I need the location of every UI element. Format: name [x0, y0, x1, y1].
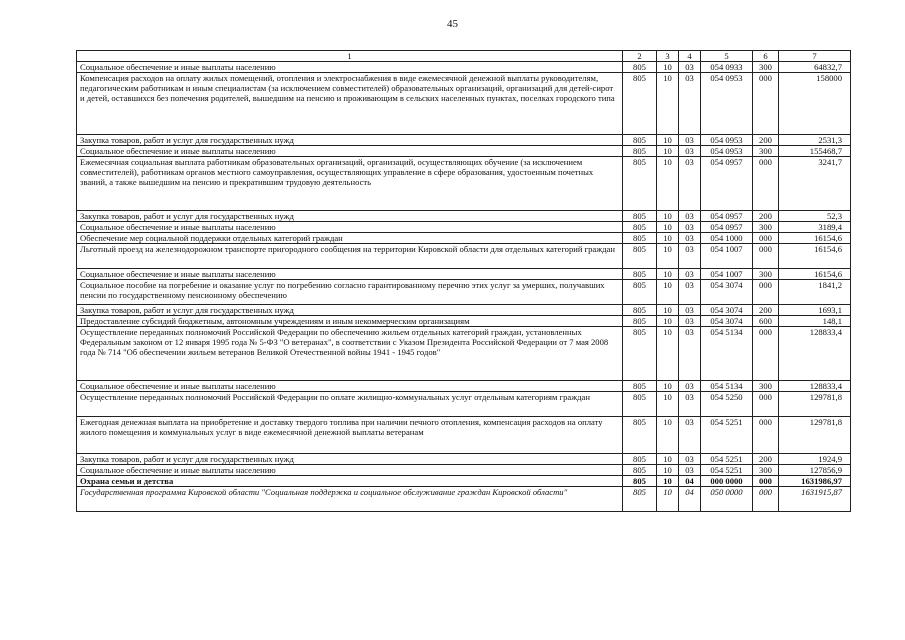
target-article-code: 050 0000: [701, 487, 753, 512]
table-row: [77, 417, 851, 454]
amount: 16154,6: [779, 244, 851, 269]
target-article-code: 054 0933: [701, 62, 753, 73]
amount: 2531,3: [779, 135, 851, 146]
expense-type-code: 000: [753, 244, 779, 269]
target-article-code: 054 5251: [701, 465, 753, 476]
subsection-code: 03: [679, 73, 701, 135]
expense-type-code: 000: [753, 327, 779, 381]
column-header: 4: [679, 51, 701, 62]
ministry-code: 805: [623, 157, 657, 211]
row-description: Охрана семьи и детства: [77, 476, 623, 487]
expense-type-code: 000: [753, 280, 779, 305]
ministry-code: 805: [623, 62, 657, 73]
subsection-code: 03: [679, 305, 701, 316]
target-article-code: 054 3074: [701, 316, 753, 327]
ministry-code: 805: [623, 417, 657, 454]
section-code: 10: [657, 135, 679, 146]
row-description: Закупка товаров, работ и услуг для государственных нужд: [77, 454, 623, 465]
target-article-code: 054 5251: [701, 454, 753, 465]
table-row: [77, 157, 851, 211]
subsection-code: 03: [679, 62, 701, 73]
subsection-code: 03: [679, 327, 701, 381]
row-description: Социальное пособие на погребение и оказание услуг по погребению согласно гарантированному перечню этих услуг за умерших, получавших пенсии по государственному пенсионному обеспечению: [77, 280, 623, 305]
amount: 127856,9: [779, 465, 851, 476]
subsection-code: 03: [679, 454, 701, 465]
table-row: [77, 211, 851, 222]
amount: 1693,1: [779, 305, 851, 316]
amount: 3189,4: [779, 222, 851, 233]
table-row: [77, 146, 851, 157]
expense-type-code: 000: [753, 487, 779, 512]
row-description: Закупка товаров, работ и услуг для государственных нужд: [77, 211, 623, 222]
row-description: Компенсация расходов на оплату жилых помещений, отопления и электроснабжения в виде ежемесячной денежной выплаты руководителям, педагогическим работникам и иным специалистам (за исключением совместителей) образовательных организаций, организаций для детей-сирот и детей, оставшихся без попечения родителей, вышедшим на пенсию и проживающим в сельских населенных пунктах, поселках городского типа: [77, 73, 623, 135]
subsection-code: 03: [679, 233, 701, 244]
ministry-code: 805: [623, 244, 657, 269]
table-row: [77, 280, 851, 305]
section-code: 10: [657, 62, 679, 73]
ministry-code: 805: [623, 454, 657, 465]
column-header: 6: [753, 51, 779, 62]
amount: 16154,6: [779, 269, 851, 280]
section-code: 10: [657, 476, 679, 487]
subsection-code: 03: [679, 222, 701, 233]
row-description: Ежегодная денежная выплата на приобретение и доставку твердого топлива при наличии печного отопления, компенсация расходов на оплату жилого помещения и коммунальных услуг в виде ежемесячной денежной выплаты ветеранам: [77, 417, 623, 454]
amount: 148,1: [779, 316, 851, 327]
subsection-code: 03: [679, 244, 701, 269]
table-row: [77, 222, 851, 233]
section-code: 10: [657, 146, 679, 157]
target-article-code: 054 0953: [701, 73, 753, 135]
row-description: Социальное обеспечение и иные выплаты населению: [77, 465, 623, 476]
ministry-code: 805: [623, 465, 657, 476]
section-code: 10: [657, 454, 679, 465]
ministry-code: 805: [623, 280, 657, 305]
subsection-code: 03: [679, 465, 701, 476]
ministry-code: 805: [623, 269, 657, 280]
ministry-code: 805: [623, 392, 657, 417]
ministry-code: 805: [623, 316, 657, 327]
amount: 129781,8: [779, 392, 851, 417]
row-description: Закупка товаров, работ и услуг для государственных нужд: [77, 135, 623, 146]
target-article-code: 054 5251: [701, 417, 753, 454]
target-article-code: 054 0953: [701, 146, 753, 157]
amount: 16154,6: [779, 233, 851, 244]
ministry-code: 805: [623, 222, 657, 233]
row-description: Социальное обеспечение и иные выплаты населению: [77, 146, 623, 157]
row-description: Ежемесячная социальная выплата работникам образовательных организаций, организаций, осуществляющих обучение (за исключением совместителей), работникам органов местного самоуправления, осуществляющих управление в сфере образования, удостоенным почетных званий, а также вышедшим на пенсию и прекратившим трудовую деятельность: [77, 157, 623, 211]
ministry-code: 805: [623, 146, 657, 157]
row-description: Социальное обеспечение и иные выплаты населению: [77, 269, 623, 280]
table-row: [77, 487, 851, 512]
table-row: [77, 62, 851, 73]
expense-type-code: 200: [753, 454, 779, 465]
expense-type-code: 600: [753, 316, 779, 327]
section-code: 10: [657, 381, 679, 392]
row-description: Социальное обеспечение и иные выплаты населению: [77, 222, 623, 233]
section-code: 10: [657, 305, 679, 316]
expense-type-code: 200: [753, 305, 779, 316]
ministry-code: 805: [623, 476, 657, 487]
expense-type-code: 300: [753, 465, 779, 476]
expense-type-code: 000: [753, 476, 779, 487]
section-code: 10: [657, 280, 679, 305]
target-article-code: 054 0957: [701, 222, 753, 233]
section-code: 10: [657, 316, 679, 327]
section-code: 10: [657, 157, 679, 211]
target-article-code: 054 1000: [701, 233, 753, 244]
ministry-code: 805: [623, 211, 657, 222]
row-description: Государственная программа Кировской области "Социальная поддержка и социальное обслуживание граждан Кировской области": [77, 487, 623, 512]
table-row: [77, 244, 851, 269]
amount: 3241,7: [779, 157, 851, 211]
subsection-code: 03: [679, 316, 701, 327]
expense-type-code: 300: [753, 381, 779, 392]
section-code: 10: [657, 487, 679, 512]
table-header-row: [77, 51, 851, 62]
amount: 64832,7: [779, 62, 851, 73]
target-article-code: 000 0000: [701, 476, 753, 487]
section-code: 10: [657, 392, 679, 417]
subsection-code: 03: [679, 211, 701, 222]
row-description: Предоставление субсидий бюджетным, автономным учреждениям и иным некоммерческим организациям: [77, 316, 623, 327]
page-number: 45: [447, 18, 458, 30]
ministry-code: 805: [623, 487, 657, 512]
target-article-code: 054 5134: [701, 381, 753, 392]
table-row: [77, 465, 851, 476]
subsection-code: 03: [679, 269, 701, 280]
ministry-code: 805: [623, 305, 657, 316]
ministry-code: 805: [623, 327, 657, 381]
target-article-code: 054 5250: [701, 392, 753, 417]
table-row: [77, 454, 851, 465]
amount: 155468,7: [779, 146, 851, 157]
table-row: [77, 327, 851, 381]
expense-type-code: 000: [753, 417, 779, 454]
subsection-code: 04: [679, 476, 701, 487]
target-article-code: 054 0957: [701, 211, 753, 222]
expense-type-code: 000: [753, 157, 779, 211]
column-header: 7: [779, 51, 851, 62]
subsection-code: 03: [679, 417, 701, 454]
amount: 158000: [779, 73, 851, 135]
column-header: 2: [623, 51, 657, 62]
ministry-code: 805: [623, 73, 657, 135]
row-description: Обеспечение мер социальной поддержки отдельных категорий граждан: [77, 233, 623, 244]
column-header: 3: [657, 51, 679, 62]
ministry-code: 805: [623, 135, 657, 146]
row-description: Осуществление переданных полномочий Российской Федерации по обеспечению жильем отдельных категорий граждан, установленных Федеральным законом от 12 января 1995 года № 5-ФЗ "О ветеранах", в соответствии с Указом Президента Российской Федерации от 7 мая 2008 года № 714 "Об обеспечении жильем ветеранов Великой Отечественной войны 1941 - 1945 годов": [77, 327, 623, 381]
target-article-code: 054 0953: [701, 135, 753, 146]
ministry-code: 805: [623, 233, 657, 244]
table-row: [77, 392, 851, 417]
subsection-code: 03: [679, 280, 701, 305]
table-row: [77, 476, 851, 487]
amount: 128833,4: [779, 327, 851, 381]
table-body: [77, 62, 851, 512]
expense-type-code: 300: [753, 222, 779, 233]
table-row: [77, 316, 851, 327]
table-row: [77, 73, 851, 135]
expense-type-code: 000: [753, 392, 779, 417]
target-article-code: 054 0957: [701, 157, 753, 211]
expense-type-code: 300: [753, 62, 779, 73]
row-description: Социальное обеспечение и иные выплаты населению: [77, 381, 623, 392]
table-row: [77, 135, 851, 146]
row-description: Закупка товаров, работ и услуг для государственных нужд: [77, 305, 623, 316]
table-row: [77, 381, 851, 392]
section-code: 10: [657, 211, 679, 222]
target-article-code: 054 3074: [701, 280, 753, 305]
amount: 1631915,87: [779, 487, 851, 512]
subsection-code: 03: [679, 381, 701, 392]
section-code: 10: [657, 73, 679, 135]
expense-type-code: 200: [753, 211, 779, 222]
target-article-code: 054 5134: [701, 327, 753, 381]
row-description: Социальное обеспечение и иные выплаты населению: [77, 62, 623, 73]
section-code: 10: [657, 233, 679, 244]
section-code: 10: [657, 417, 679, 454]
amount: 1924,9: [779, 454, 851, 465]
subsection-code: 03: [679, 157, 701, 211]
section-code: 10: [657, 465, 679, 476]
ministry-code: 805: [623, 381, 657, 392]
subsection-code: 03: [679, 392, 701, 417]
column-header: 1: [77, 51, 623, 62]
amount: 52,3: [779, 211, 851, 222]
target-article-code: 054 1007: [701, 244, 753, 269]
section-code: 10: [657, 269, 679, 280]
amount: 1841,2: [779, 280, 851, 305]
section-code: 10: [657, 244, 679, 269]
table-row: [77, 305, 851, 316]
expense-type-code: 000: [753, 233, 779, 244]
target-article-code: 054 1007: [701, 269, 753, 280]
target-article-code: 054 3074: [701, 305, 753, 316]
expense-type-code: 200: [753, 135, 779, 146]
row-description: Осуществление переданных полномочий Российской Федерации по оплате жилищно-коммунальных услуг отдельным категориям граждан: [77, 392, 623, 417]
expense-type-code: 300: [753, 146, 779, 157]
subsection-code: 03: [679, 135, 701, 146]
table-row: [77, 233, 851, 244]
column-header: 5: [701, 51, 753, 62]
expense-type-code: 000: [753, 73, 779, 135]
budget-table: [76, 50, 851, 512]
table-row: [77, 269, 851, 280]
row-description: Льготный проезд на железнодорожном транспорте пригородного сообщения на территории Кировской области для отдельных категорий граждан: [77, 244, 623, 269]
section-code: 10: [657, 222, 679, 233]
amount: 128833,4: [779, 381, 851, 392]
section-code: 10: [657, 327, 679, 381]
subsection-code: 04: [679, 487, 701, 512]
amount: 129781,8: [779, 417, 851, 454]
amount: 1631986,97: [779, 476, 851, 487]
subsection-code: 03: [679, 146, 701, 157]
expense-type-code: 300: [753, 269, 779, 280]
